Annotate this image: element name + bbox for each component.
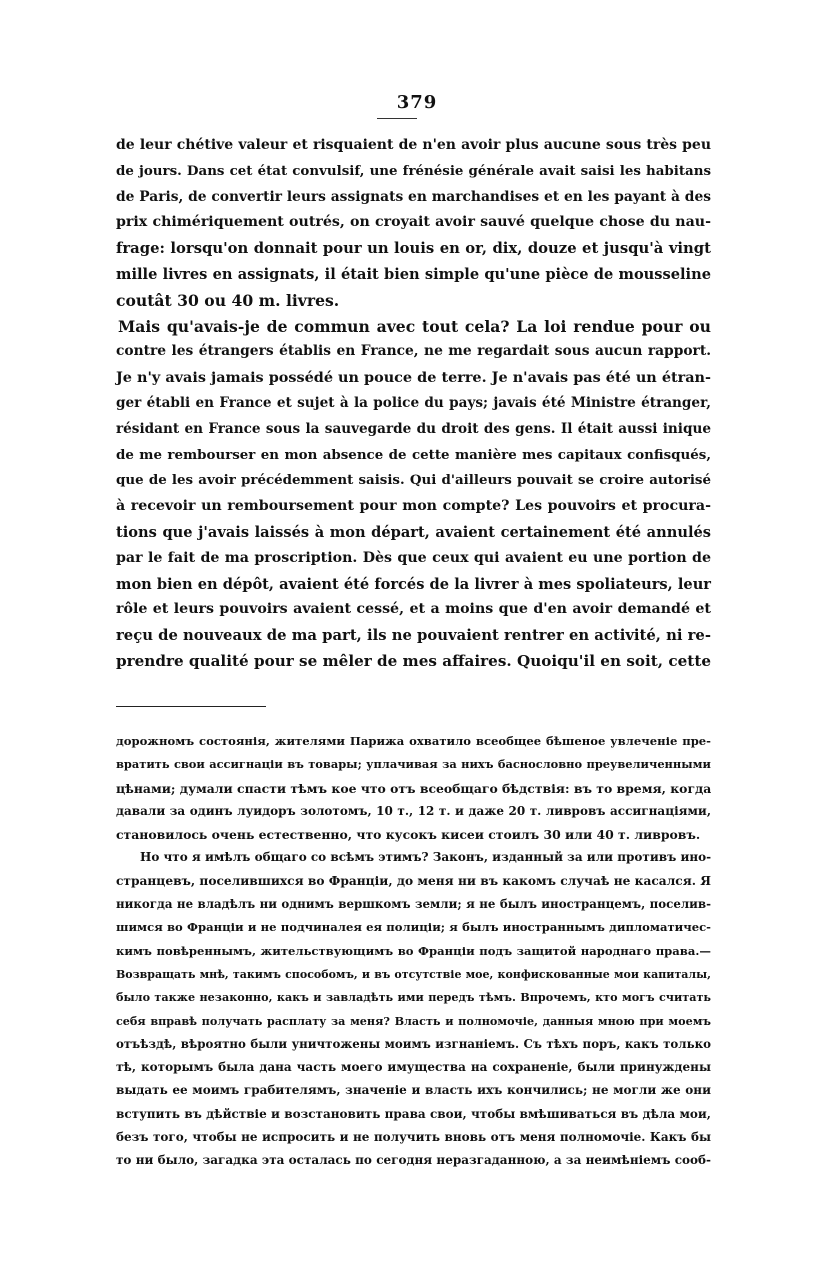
russian-line: странцевъ, поселившихся во Франціи, до меня ни въ какомъ случаѣ не касался. Я <box>116 873 711 888</box>
page-number <box>0 92 834 115</box>
french-line: mille livres en assignats, il était bien simple qu'une pièce de mousseline <box>116 265 711 283</box>
french-line: Je n'y avais jamais possédé un pouce de terre. Je n'avais pas été un étran- <box>116 369 711 387</box>
french-line: résidant en France sous la sauvegarde du droit des gens. Il était aussi inique <box>116 420 711 437</box>
russian-line: тѣ, которымъ была дана часть моего имущества на сохраненіе, были принуждены <box>116 1060 711 1075</box>
french-line: de me rembourser en mon absence de cette manière mes capitaux confisqués, <box>116 446 711 463</box>
russian-line: давали за одинъ луидоръ золотомъ, 10 т., 12 т. и даже 20 т. ливровъ ассигнаціями, <box>116 803 711 818</box>
french-line: coutât 30 ou 40 m. livres. <box>116 290 340 310</box>
russian-line: вступить въ дѣйствіе и возстановить права свои, чтобы вмѣшиваться въ дѣла мои, <box>116 1106 711 1121</box>
russian-line: никогда не владѣлъ ни однимъ вершкомъ земли; я не былъ иностранцемъ, поселив- <box>116 897 711 912</box>
footnote-separator <box>116 706 266 707</box>
french-line: rôle et leurs pouvoirs avaient cessé, et a moins que d'en avoir demandé et <box>116 601 711 618</box>
russian-line: выдать ее моимъ грабителямъ, значеніе и власть ихъ кончились; не могли же они <box>116 1083 711 1098</box>
french-line: tions que j'avais laissés à mon départ, avaient certainement été annulés <box>116 523 711 541</box>
russian-line: кимъ повѣреннымъ, жительствующимъ во Франціи подъ защитой народнаго права.— <box>116 943 711 958</box>
french-line: de leur chétive valeur et risquaient de n'en avoir plus aucune sous très peu <box>116 137 711 153</box>
russian-line: было также незаконно, какъ и завладѣть ими передъ тѣмъ. Впрочемъ, кто могъ считать <box>116 990 711 1005</box>
russian-translation-text <box>116 730 711 1173</box>
russian-line: Возвращать мнѣ, такимъ способомъ, и въ отсутствіе мое, конфискованные мои капиталы, <box>116 967 711 981</box>
russian-line: шимся во Франціи и не подчиналея ея полиціи; я былъ иностраннымъ дипломатичес- <box>116 920 711 935</box>
french-body-text <box>116 133 711 675</box>
french-line: mon bien en dépôt, avaient été forcés de la livrer à mes spoliateurs, leur <box>116 575 711 593</box>
french-paragraph-start: Mais qu'avais-je de commun avec tout cela? La loi rendue pour ou <box>118 316 711 336</box>
page-number-underline <box>377 118 417 119</box>
russian-line: отъѣздѣ, вѣроятно были уничтожены моимъ изгнаніемъ. Съ тѣхъ поръ, какъ только <box>116 1036 711 1051</box>
french-line: contre les étrangers établis en France, ne me regardait sous aucun rapport. <box>116 343 711 360</box>
french-line: ger établi en France et sujet à la police du pays; javais été Ministre étranger, <box>116 394 711 411</box>
page-number-text: 379 <box>396 92 438 113</box>
russian-line: цѣнами; думали спасти тѣмъ кое что отъ всеобщаго бѣдствія: въ то время, когда <box>116 780 712 796</box>
french-line: prendre qualité pour se mêler de mes affaires. Quoiqu'il en soit, cette <box>116 651 711 670</box>
french-line: par le fait de ma proscription. Dès que ceux qui avaient eu une portion de <box>116 549 711 566</box>
french-line: de Paris, de convertir leurs assignats en marchandises et en les payant à des <box>116 188 711 205</box>
russian-paragraph-start: Но что я имѣлъ общаго со всѣмъ этимъ? Законъ, изданный за или противъ ино- <box>140 850 712 865</box>
french-line: que de les avoir précédemment saisis. Qui d'ailleurs pouvait se croire autorisé <box>116 472 711 489</box>
russian-line: дорожномъ состоянія, жителями Парижа охватило всеобщее бѣшеное увлеченіе пре- <box>116 734 711 748</box>
french-line: frage: lorsqu'on donnait pour un louis en or, dix, douze et jusqu'à vingt <box>116 240 711 258</box>
french-line: reçu de nouveaux de ma part, ils ne pouvaient rentrer en activité, ni re- <box>116 627 711 645</box>
russian-line: безъ того, чтобы не испросить и не получить вновь отъ меня полномочіе. Какъ бы <box>116 1130 711 1145</box>
russian-line: себя вправѣ получать расплату за меня? Власть и полномочіе, данныя мною при моемъ <box>116 1013 711 1028</box>
russian-line: становилось очень естественно, что кусокъ кисеи стоилъ 30 или 40 т. ливровъ. <box>116 827 701 843</box>
french-line: à recevoir un remboursement pour mon compte? Les pouvoirs et procura- <box>116 498 711 515</box>
russian-line: то ни было, загадка эта осталась по сегодня неразгаданною, а за неимѣніемъ сооб- <box>116 1153 711 1168</box>
russian-line: вратить свои ассигнаціи въ товары; уплачивая за нихъ баснословно преувеличенными <box>116 757 711 772</box>
french-line: prix chimériquement outrés, on croyait avoir sauvé quelque chose du nau- <box>116 214 711 231</box>
french-line: de jours. Dans cet état convulsif, une frénésie générale avait saisi les habitans <box>116 162 711 179</box>
